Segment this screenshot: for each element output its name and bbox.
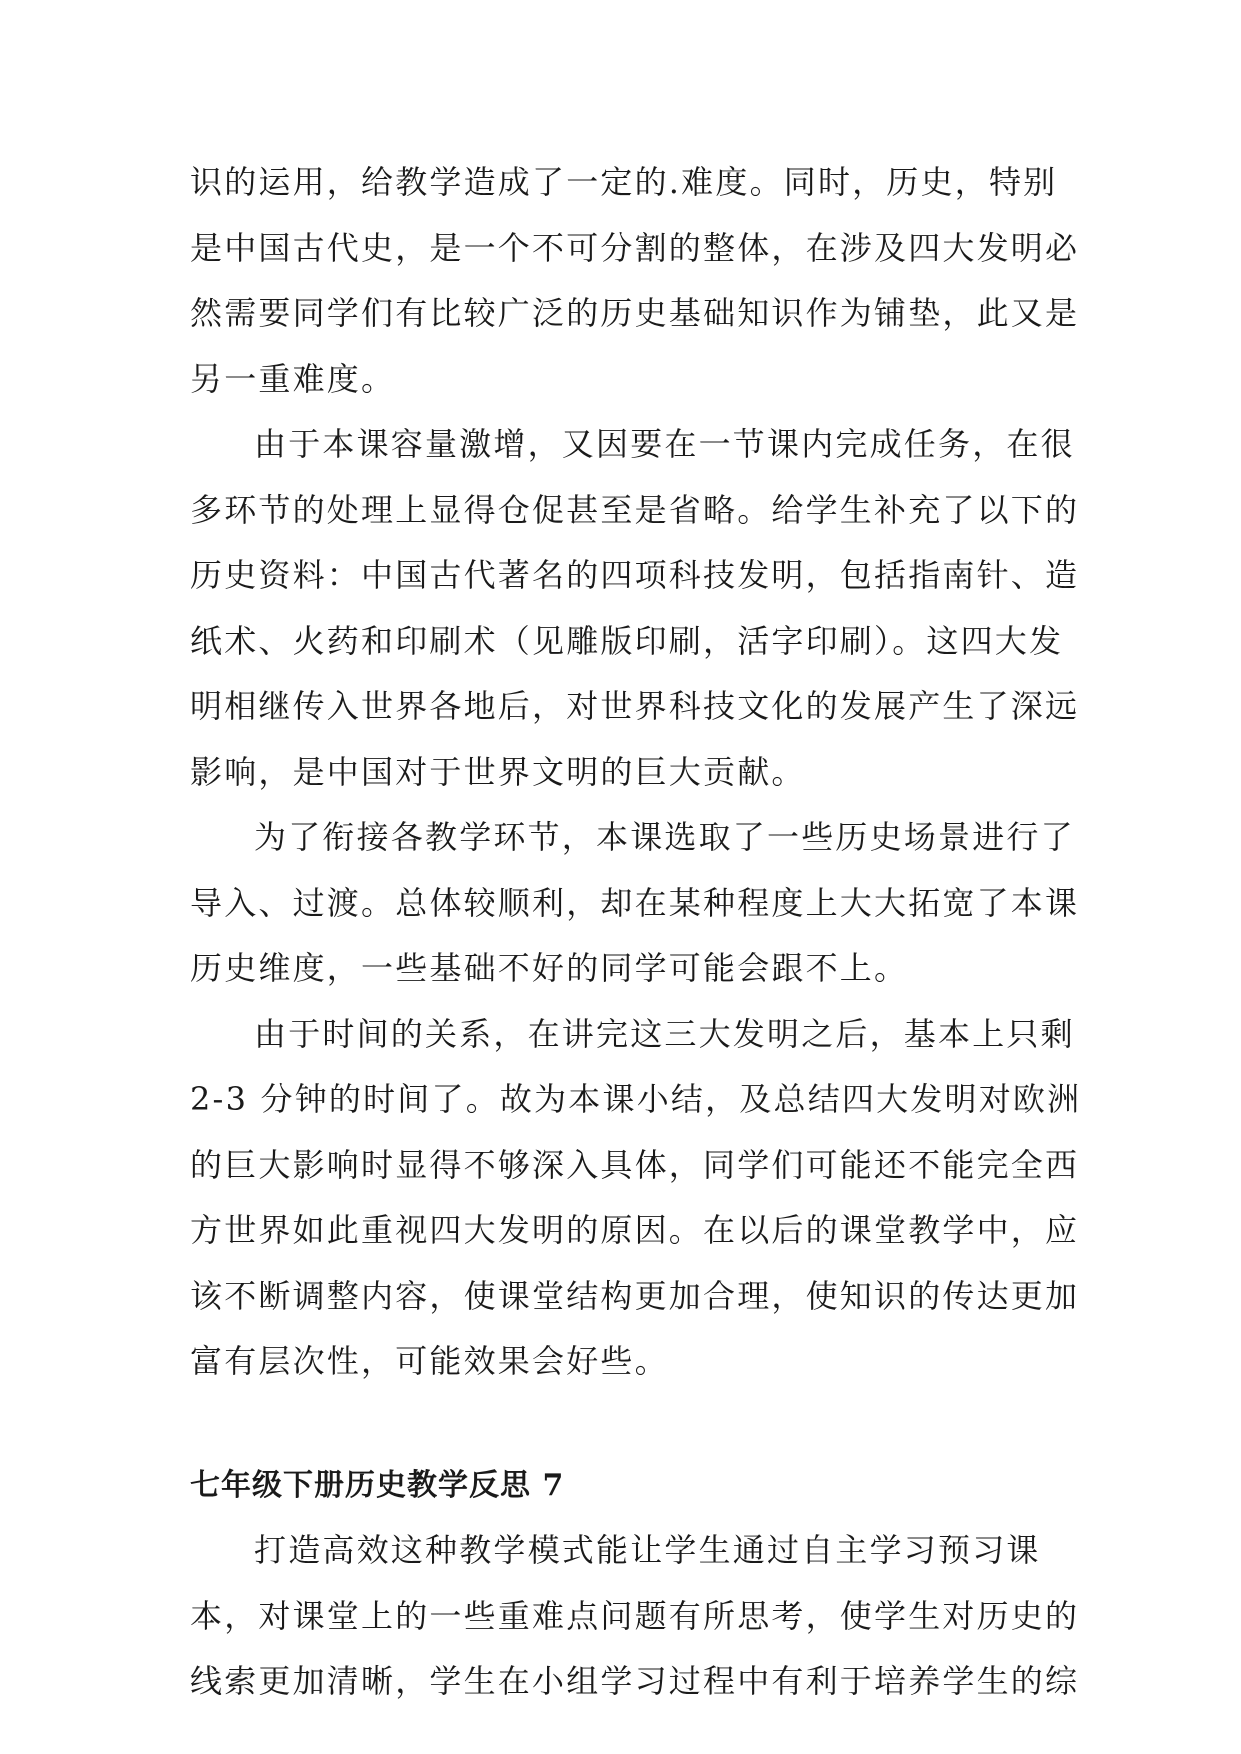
text-line: 本，对课堂上的一些重难点问题有所思考，使学生对历史的	[190, 1596, 1080, 1635]
text-line: 2-3 分钟的时间了。故为本课小结，及总结四大发明对欧洲	[190, 1080, 1082, 1118]
text-line: 影响，是中国对于世界文明的巨大贡献。	[190, 752, 806, 791]
paragraph-2	[190, 412, 1080, 805]
text-line: 打造高效这种教学模式能让学生通过自主学习预习课	[254, 1531, 1041, 1569]
text-line: 多环节的处理上显得仓促甚至是省略。给学生补充了以下的	[190, 490, 1080, 529]
text-line: 该不断调整内容，使课堂结构更加合理，使知识的传达更加	[190, 1276, 1080, 1315]
text-line: 导入、过渡。总体较顺利，却在某种程度上大大拓宽了本课	[190, 883, 1080, 922]
text-line: 历史维度，一些基础不好的同学可能会跟不上。	[190, 949, 909, 987]
paragraph-4	[190, 1002, 1082, 1395]
text-line: 明相继传入世界各地后，对世界科技文化的发展产生了深远	[190, 687, 1080, 725]
text-line: 方世界如此重视四大发明的原因。在以后的课堂教学中，应	[190, 1211, 1080, 1249]
paragraph-1	[190, 150, 1080, 412]
section-title: 七年级下册历史教学反思 7	[190, 1467, 565, 1503]
text-line: 识的运用，给教学造成了一定的.难度。同时，历史，特别	[190, 163, 1058, 201]
text-line: 纸术、火药和印刷术（见雕版印刷，活字印刷）。这四大发	[190, 621, 1064, 660]
text-line: 为了衔接各教学环节，本课选取了一些历史场景进行了	[254, 818, 1075, 856]
text-line: 由于时间的关系，在讲完这三大发明之后，基本上只剩	[254, 1014, 1075, 1053]
text-line: 富有层次性，可能效果会好些。	[190, 1342, 669, 1380]
text-line: 历史资料：中国古代著名的四项科技发明，包括指南针、造	[190, 556, 1080, 594]
text-line: 然需要同学们有比较广泛的历史基础知识作为铺垫，此又是	[190, 294, 1080, 332]
text-line: 另一重难度。	[190, 359, 396, 398]
text-line: 的巨大影响时显得不够深入具体，同学们可能还不能完全西	[190, 1145, 1080, 1184]
text-line: 是中国古代史，是一个不可分割的整体，在涉及四大发明必	[190, 228, 1080, 267]
paragraph-3	[190, 805, 1080, 1002]
text-line: 线索更加清晰，学生在小组学习过程中有利于培养学生的综	[190, 1662, 1080, 1700]
document-body	[190, 150, 1082, 1715]
text-line: 由于本课容量激增，又因要在一节课内完成任务，在很	[254, 425, 1075, 463]
section-paragraph-1	[190, 1518, 1080, 1715]
